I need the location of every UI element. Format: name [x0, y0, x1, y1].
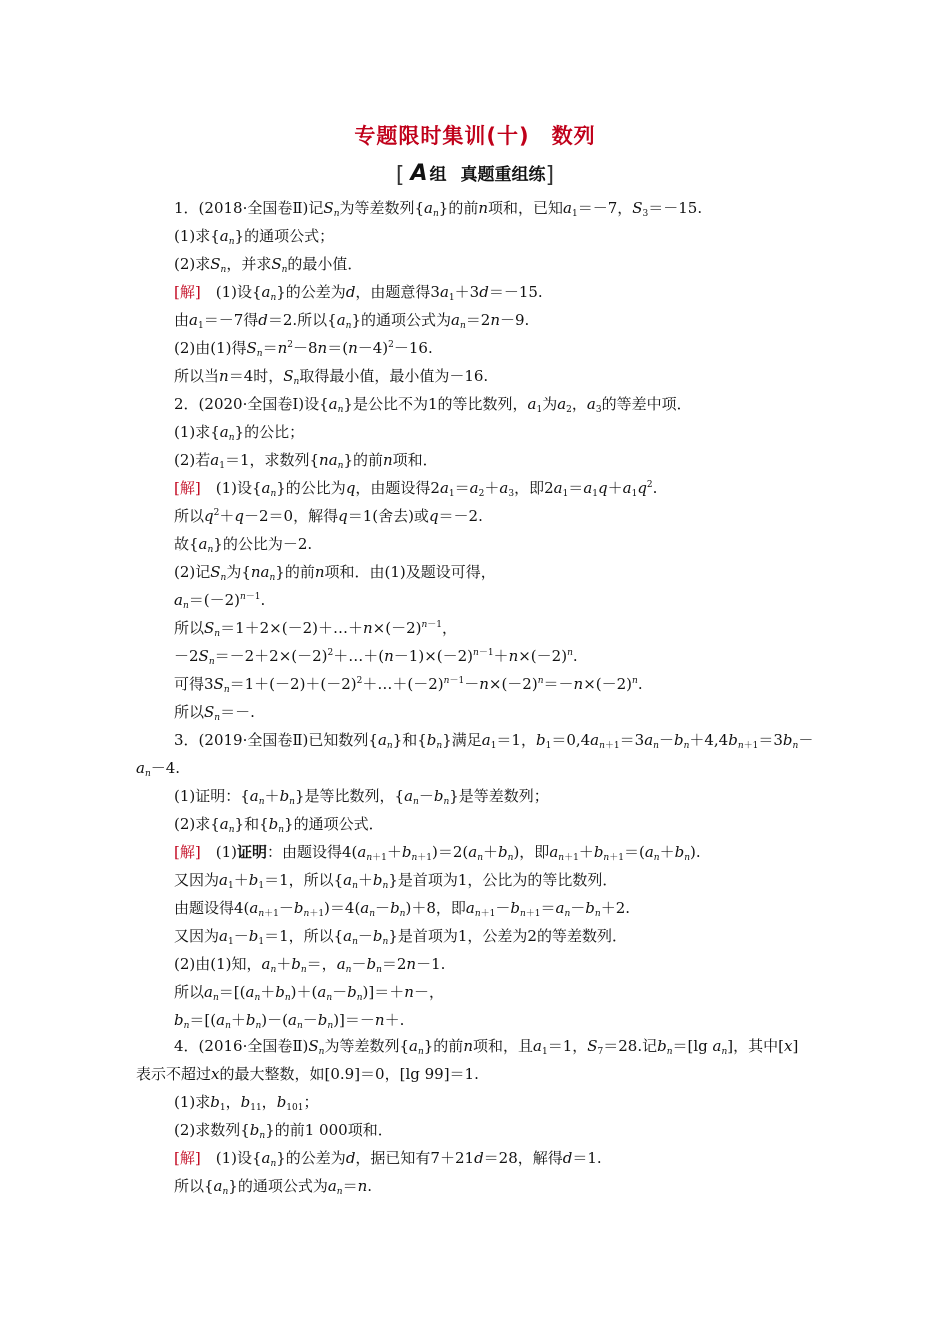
problem-3-part-1: (1)证明：$\{a_n+b_n\}$是等比数列，$\{a_n-b_n\}$是等差数列；: [174, 787, 549, 807]
solution-3-line-6: 所以$a_n=[(a_n+b_n)+(a_n-b_n)]=+n-$，: [174, 983, 444, 1003]
solution-2-line-7: $-2S_n=-2+2\times(-2)^2+\dots+(n-1)\times(-2)^{n-1}+n\times(-2)^n$.: [174, 647, 578, 667]
problem-3-statement: 3．(2019·全国卷Ⅱ)已知数列$\{a_n\}$和$\{b_n\}$满足$a_1=1$，$b_1=0,4a_{n+1}=3a_n-b_n+4,4b_{n+1}=3b_n-$: [174, 731, 814, 751]
group-letter: A: [410, 161, 428, 186]
solution-3-line-3: 由题设得$4(a_{n+1}-b_{n+1})=4(a_n-b_n)+8$，即$a_{n+1}-b_{n+1}=a_n-b_n+2$.: [174, 899, 631, 919]
solution-2-line-8: 可得$3S_n=1+(-2)+(-2)^2+\dots+(-2)^{n-1}-n\times(-2)^n=-n\times(-2)^n$.: [174, 675, 643, 695]
solution-1-line-1: [解] (1)设$\{a_n\}$的公差为d，由题意得$3a_1+3d=-15$.: [174, 283, 543, 303]
solution-3-line-5: (2)由(1)知，$a_n+b_n=$，$a_n-b_n=2n-1$.: [174, 955, 446, 975]
solution-4-line-1: [解] (1)设$\{a_n\}$的公差为d，据已知有7＋21d＝28，解得d＝1.: [174, 1149, 602, 1169]
solution-2-line-3: 故$\{a_n\}$的公比为－2.: [174, 535, 313, 555]
problem-4-part-1: (1)求$b_1$，$b_{11}$，$b_{101}$；: [174, 1093, 319, 1113]
problem-4-part-2: (2)求数列$\{b_n\}$的前1 000项和．: [174, 1121, 393, 1141]
solution-4-line-2: 所以$\{a_n\}$的通项公式为$a_n=n$.: [174, 1177, 373, 1197]
solution-1-line-3: (2)由(1)得$S_n=n^2-8n=(n-4)^2-16$.: [174, 339, 433, 359]
solution-2-line-1: [解] (1)设$\{a_n\}$的公比为q，由题设得$2a_1=a_2+a_3$，即$2a_1=a_1q+a_1q^2$.: [174, 479, 658, 499]
section-heading: [0, 160, 950, 188]
solution-2-line-6: 所以$S_n=1+2\times(-2)+\dots+n\times(-2)^{n-1}$，: [174, 619, 458, 639]
solution-2-line-5: $a_n=(-2)^{n-1}$.: [174, 591, 266, 611]
problem-2-statement: 2．(2020·全国卷Ⅰ)设$\{a_n\}$是公比不为1的等比数列，$a_1$为$a_2$，$a_3$的等差中项．: [174, 395, 692, 415]
problem-3-statement-cont: $a_n-4$.: [136, 759, 181, 779]
problem-2-part-2: (2)若$a_1=1$，求数列$\{na_n\}$的前n项和．: [174, 451, 438, 471]
problem-4-statement: 4．(2016·全国卷$Ⅱ)S_n$为等差数列$\{a_n\}$的前n项和，且$a_1=1$，$S_7=28$.记$b_n=[\lg$ $a_n$]，其中[x]: [174, 1037, 799, 1057]
solution-3-line-7: $b_n=[(a_n+b_n)-(a_n-b_n)]=-n+$.: [174, 1011, 405, 1031]
solution-1-line-4: 所以当n＝4时，$S_n$取得最小值，最小值为－16.: [174, 367, 489, 387]
group-name: 真题重组练: [460, 165, 546, 185]
solution-3-line-4: 又因为$a_1-b_1=1$，所以$\{a_n-b_n\}$是首项为1，公差为2的等差数列．: [174, 927, 627, 947]
problem-4-statement-cont: 表示不超过x的最大整数，如[0.9]＝0，[lg 99]＝1.: [136, 1065, 479, 1083]
right-bracket: ]: [545, 163, 555, 188]
problem-1-part-2: (2)求$S_n$，并求$S_n$的最小值．: [174, 255, 363, 275]
solution-2-line-9: 所以$S_n=-$.: [174, 703, 255, 723]
title-sub: 数列: [551, 124, 596, 148]
solution-1-line-2: 由$a_1=-7$得d＝2.所以$\{a_n\}$的通项公式为$a_n=2n-9$.: [174, 311, 530, 331]
title-main: 专题限时集训(十): [354, 124, 530, 148]
left-bracket: [: [395, 163, 405, 188]
solution-3-line-1: [解] (1)证明：由题设得$4(a_{n+1}+b_{n+1})=2(a_n+b_n)$，即$a_{n+1}+b_{n+1}=(a_n+b_n)$.: [174, 843, 701, 863]
solution-3-line-2: 又因为$a_1+b_1=1$，所以$\{a_n+b_n\}$是首项为1，公比为的等比数列．: [174, 871, 618, 891]
problem-3-part-2: (2)求$\{a_n\}$和$\{b_n\}$的通项公式．: [174, 815, 384, 835]
problem-1-part-1: (1)求$\{a_n\}$的通项公式；: [174, 227, 335, 247]
problem-2-part-1: (1)求$\{a_n\}$的公比；: [174, 423, 305, 443]
problem-1-statement: 1．(2018·全国卷Ⅱ)记$S_n$为等差数列$\{a_n\}$的前n项和，已知$a_1=-7$，$S_3=-15$.: [174, 199, 703, 219]
solution-2-line-2: 所以$q^2+q-2=0$，解得q＝1(舍去)或q＝－2.: [174, 507, 483, 525]
page-title: [0, 120, 950, 150]
solution-2-line-4: (2)记$S_n$为$\{na_n\}$的前n项和．由(1)及题设可得，: [174, 563, 496, 583]
group-char: 组: [429, 165, 447, 185]
